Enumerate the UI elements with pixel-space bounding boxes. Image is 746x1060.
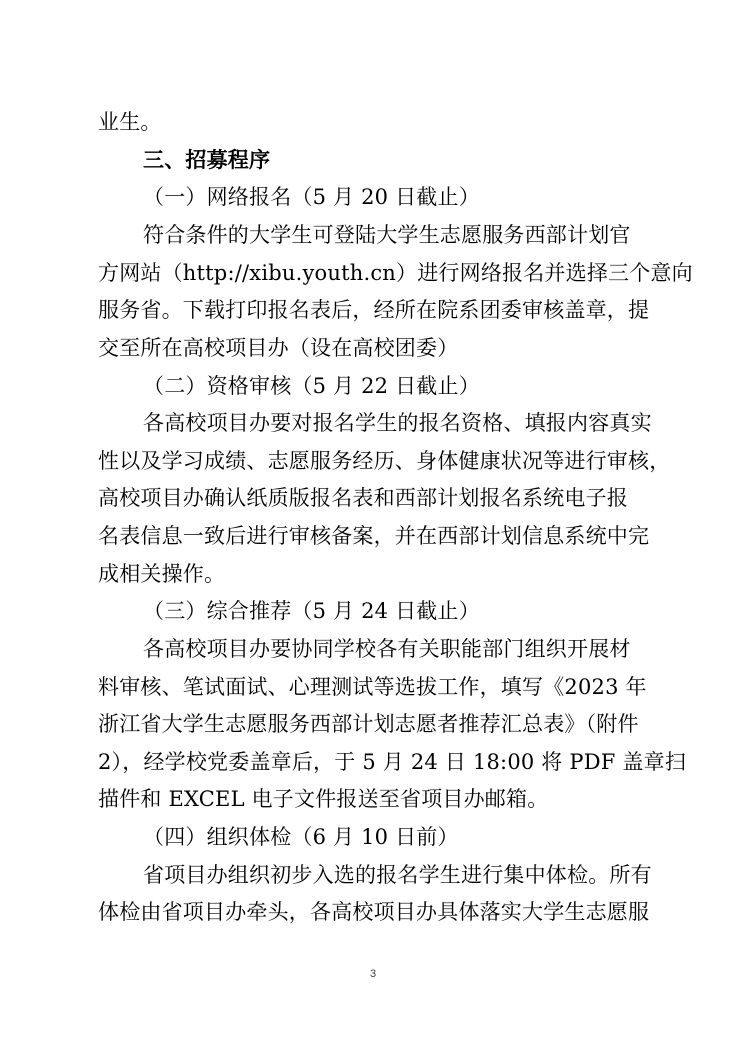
text-line: 2），经学校党委盖章后，于 5 月 24 日 18:00 将 PDF 盖章扫 — [98, 750, 687, 774]
page-number: 3 — [369, 968, 377, 980]
text-line: 各高校项目办要对报名学生的报名资格、填报内容真实 — [143, 411, 652, 435]
text-line: 符合条件的大学生可登陆大学生志愿服务西部计划官 — [143, 223, 631, 247]
text-line: 成相关操作。 — [98, 562, 226, 586]
subsection-heading: （四）组织体检（6 月 10 日前） — [143, 825, 459, 849]
section-heading: 三、招募程序 — [143, 148, 271, 172]
text-line: 业生。 — [98, 110, 162, 134]
text-line: 性以及学习成绩、志愿服务经历、身体健康状况等进行审核， — [98, 449, 671, 473]
text-line: 名表信息一致后进行审核备案，并在西部计划信息系统中完 — [98, 524, 650, 548]
subsection-heading: （二）资格审核（5 月 22 日截止） — [143, 374, 480, 398]
subsection-heading: （一）网络报名（5 月 20 日截止） — [143, 185, 480, 209]
text-line: 交至所在高校项目办（设在高校团委） — [98, 336, 459, 360]
text-line: 省项目办组织初步入选的报名学生进行集中体检。所有 — [143, 863, 652, 887]
text-line: 服务省。下载打印报名表后，经所在院系团委审核盖章，提 — [98, 298, 650, 322]
text-line: 各高校项目办要协同学校各有关职能部门组织开展材 — [143, 637, 631, 661]
subsection-heading: （三）综合推荐（5 月 24 日截止） — [143, 599, 480, 623]
text-line: 方网站（http://xibu.youth.cn）进行网络报名并选择三个意向 — [98, 261, 693, 285]
text-line: 描件和 EXCEL 电子文件报送至省项目办邮箱。 — [98, 787, 549, 811]
text-line: 高校项目办确认纸质版报名表和西部计划报名系统电子报 — [98, 486, 628, 510]
text-line: 浙江省大学生志愿服务西部计划志愿者推荐汇总表》（附件 — [98, 712, 639, 736]
text-line: 体检由省项目办牵头，各高校项目办具体落实大学生志愿服 — [98, 900, 650, 924]
text-line: 料审核、笔试面试、心理测试等选拔工作，填写《2023 年 — [98, 675, 647, 699]
